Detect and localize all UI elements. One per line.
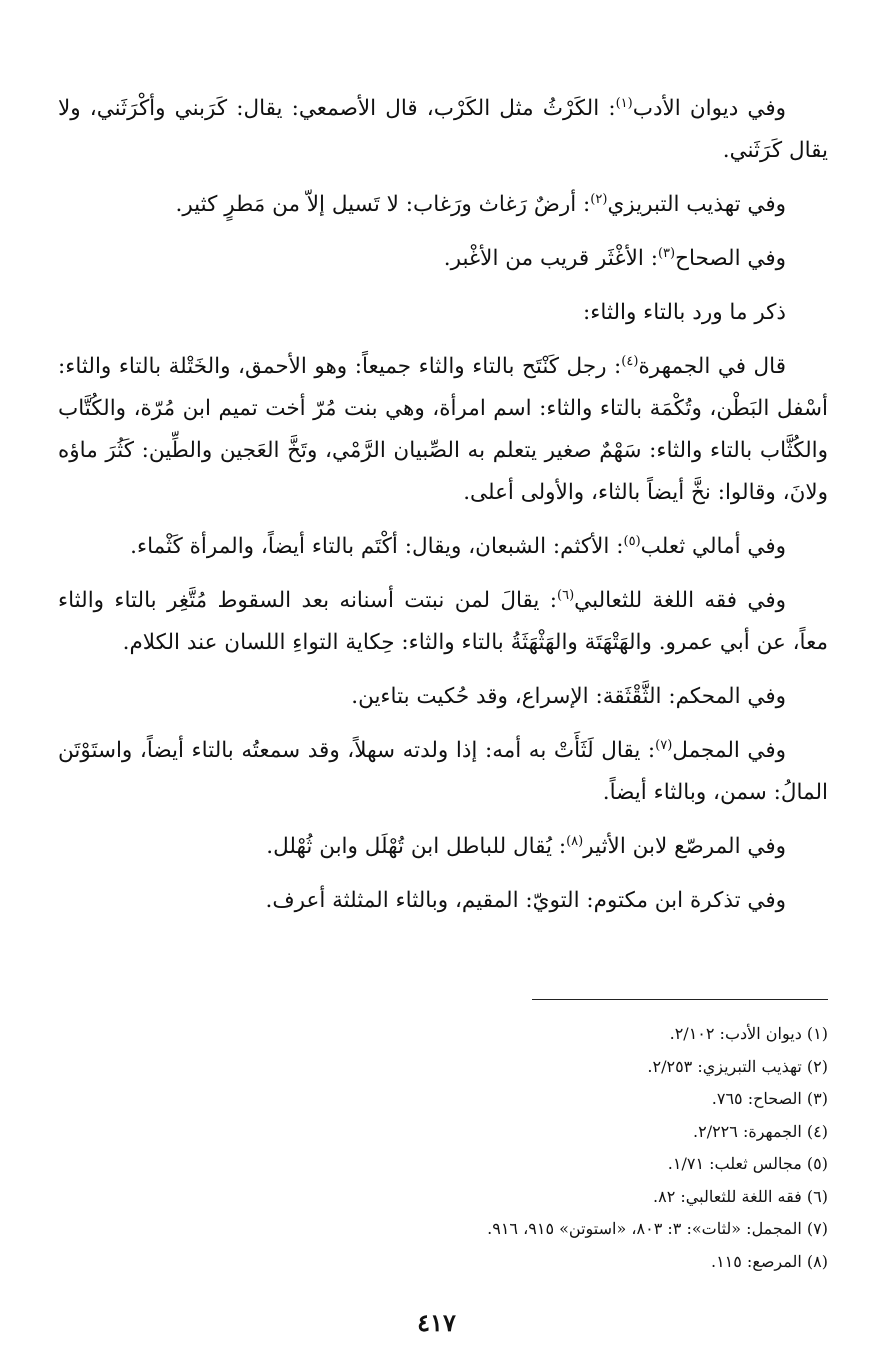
paragraph-muhkam (58, 676, 828, 718)
paragraph-text: : أرضٌ رَغاث ورَغاب: لا تَسيل إلاّ من مَطرٍ كثير. (175, 192, 591, 217)
paragraph-fiqh-allugha (58, 580, 828, 664)
paragraph-tadhkira (58, 880, 828, 922)
paragraph-text: : يقال لَثَأَتْ به أمه: إذا ولدته سهلاً، وقد سمعتُه بالتاء أيضاً، واستَوْتَن المالُ: سمن، وبالثاء أيضاً. (58, 738, 828, 805)
paragraph-text: وفي ديوان الأدب (632, 96, 786, 121)
footnote-ref: (٣) (657, 245, 676, 261)
paragraph-mujmal (58, 730, 828, 814)
footnote-1: (١) ديوان الأدب: ٢/١٠٢. (669, 1024, 828, 1043)
paragraph-amali-thalab (58, 526, 828, 568)
footnote-2: (٢) تهذيب التبريزي: ٢/٢٥٣. (647, 1056, 828, 1076)
paragraph-diwan-aladab (58, 88, 828, 172)
paragraph-text: وفي أمالي ثعلب (640, 534, 786, 559)
footnote-ref: (١) (615, 95, 633, 111)
paragraph-text: وفي تهذيب التبريزي (607, 192, 786, 217)
footnote-ref: (٢) (590, 191, 608, 207)
footnote-divider (532, 999, 828, 1000)
paragraph-text: وفي المحكم: الثَّقْثَقة: الإسراع، وقد حُكيت بتاءين. (351, 684, 786, 709)
paragraph-text: : رجل كَنْتَح بالتاء والثاء جميعاً: وهو الأحمق، والخَتْلة بالتاء والثاء: أسْفل البَطْن، وتُكْمَة بالتاء والثاء: اسم امرأة، وهي بنت مُرّ أخت تميم ابن مُرّة، والكُتَّاب والكُثَّاب بالتاء والثاء: سَهْمٌ صغير يتعلم به الصِّبيان الرَّمْي، وتَخَّ العَجين والطِّين: كَثُرَ ماؤه ولانَ، وقالوا: نخَّ أيضاً بالثاء، والأولى أعلى. (58, 354, 828, 505)
paragraph-text: وفي تذكرة ابن مكتوم: التويّ: المقيم، وبالثاء المثلثة أعرف. (265, 888, 786, 913)
paragraph-text: : يقالَ لمن نبتت أسنانه بعد السقوط مُتَّغِر بالتاء والثاء معاً، عن أبي عمرو. والهَتْهَتَة والهَثْهَثَةُ بالتاء والثاء: حِكاية التواءِ اللسان عند الكلام. (58, 588, 828, 655)
footnote-5: (٥) مجالس ثعلب: ١/٧١. (667, 1154, 828, 1173)
paragraph-text: : الكَرْثُ مثل الكَرْب، قال الأصمعي: يقال: كَرَبني وأكْرَثَني، ولا يقال كَرَثَني. (58, 96, 828, 163)
paragraph-text: وفي الصحاح (675, 246, 786, 271)
main-text (58, 88, 828, 934)
paragraph-text: قال في الجمهرة (638, 354, 787, 379)
paragraph-sihah (58, 238, 828, 280)
paragraph-text: : يُقال للباطل ابن تُهْلَل وابن ثُهْلل. (266, 834, 567, 859)
section-heading: ذكر ما ورد بالتاء والثاء: (583, 300, 786, 325)
paragraph-text: وفي المجمل (672, 738, 786, 763)
footnote-7: (٧) المجمل: «لثات»: ٣: ٨٠٣، «استوتن» ٩١٥، ٩١٦. (487, 1219, 828, 1238)
paragraph-jamhara (58, 346, 828, 514)
paragraph-murassa (58, 826, 828, 868)
paragraph-text: وفي المرصّع لابن الأثير (583, 834, 786, 859)
footnotes (300, 1018, 828, 1278)
footnote-3: (٣) الصحاح: ٧٦٥. (711, 1089, 828, 1108)
footnote-ref: (٨) (566, 833, 584, 849)
footnote-4: (٤) الجمهرة: ٢/٢٢٦. (693, 1121, 828, 1141)
footnote-ref: (٥) (623, 533, 641, 549)
paragraph-text: : الأغْثَر قريب من الأغْبر. (443, 246, 658, 271)
footnote-8: (٨) المرصع: ١١٥. (710, 1251, 828, 1271)
paragraph-text: وفي فقه اللغة للثعالبي (574, 588, 787, 613)
footnote-ref: (٤) (621, 353, 639, 369)
paragraph-tahdhib (58, 184, 828, 226)
footnote-ref: (٧) (655, 737, 673, 753)
paragraph-text: : الأكثم: الشبعان، ويقال: أكْتَم بالتاء أيضاً، والمرأة كَثْماء. (130, 534, 624, 559)
footnote-ref: (٦) (557, 587, 575, 603)
page-number: ٤١٧ (417, 1308, 456, 1337)
footnote-6: (٦) فقه اللغة للثعالبي: ٨٢. (653, 1186, 828, 1206)
